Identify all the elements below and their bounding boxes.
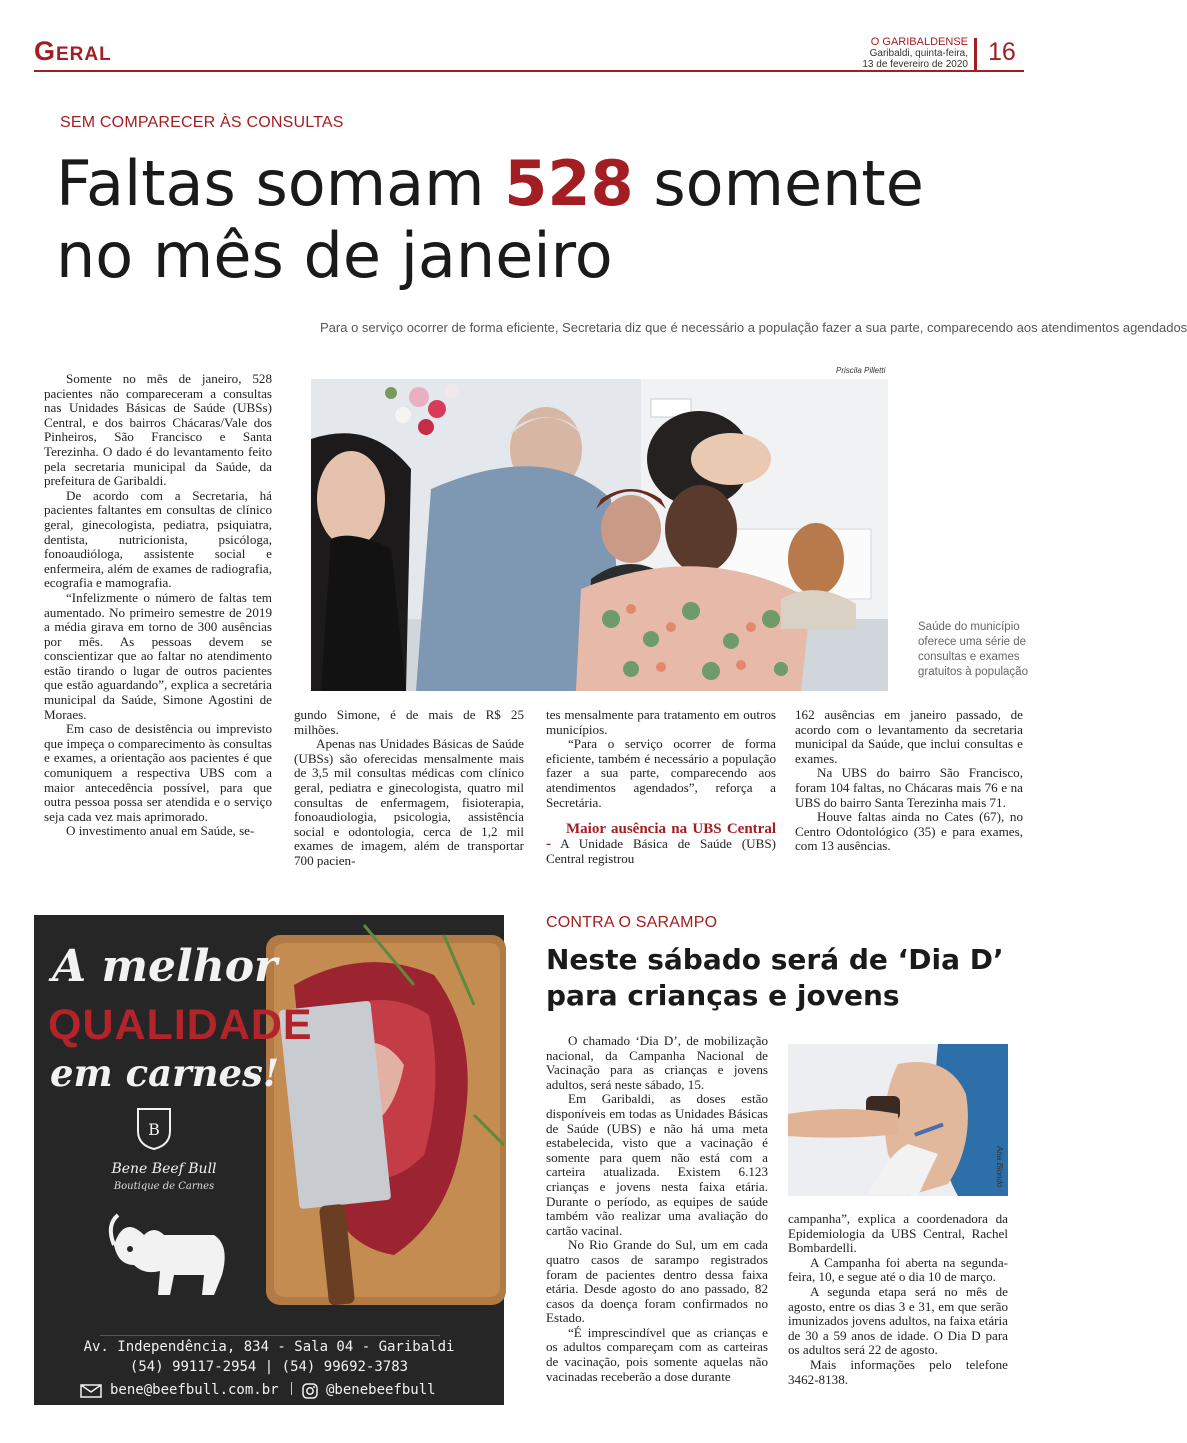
headline-part1: Faltas somam	[56, 147, 505, 220]
ad-email: bene@beefbull.com.br	[110, 1382, 279, 1398]
ad-phones: (54) 99117-2954 | (54) 99692-3783	[129, 1359, 409, 1375]
headline-part2: somente	[633, 147, 924, 220]
photo-credit: Priscila Pilletti	[836, 366, 886, 375]
subhead-paragraph	[546, 822, 776, 867]
bull-logo-icon	[104, 1205, 234, 1305]
article1-column-4	[795, 708, 1023, 854]
ad-brand-sub: Boutique de Carnes	[113, 1181, 215, 1192]
article2-column-2	[788, 1212, 1008, 1387]
instagram-icon	[302, 1383, 318, 1399]
ad-line1: A melhor	[52, 941, 278, 992]
ad-divider	[100, 1335, 440, 1336]
paragraph: gundo Simone, é de mais de R$ 25 milhões.	[294, 707, 524, 737]
subhead: Maior ausência na UBS Central -	[546, 821, 776, 853]
svg-text:B: B	[148, 1120, 160, 1139]
header-rule	[34, 70, 1024, 72]
article1-kicker: SEM COMPARECER ÀS CONSULTAS	[60, 114, 344, 131]
headline-number: 528	[504, 147, 634, 220]
paragraph: O investimento anual em Saúde, se-	[66, 823, 255, 839]
paragraph: 162 ausências em janeiro passado, de acordo com o levantamento da secretaria municipal da Saúde, que inclui consultas e exames.	[795, 707, 1023, 766]
paragraph: Em caso de desistência ou imprevisto que impeça o comparecimento às consultas e exames, a orientação aos pacientes é que comuniquem a respectiva UBS com a maior antecedência possível, para que outra pessoa possa ser atendida e o serviço seja cada vez mais aprimorado.	[44, 721, 272, 824]
paragraph: Somente no mês de janeiro, 528 pacientes não compareceram a consultas nas Unidades Básicas de Saúde (UBSs) Central, e dos bairros Chácaras/Vale dos Pinheiros, São Francisco e Santa Terezinha. O dado é do levantamento feito pela secretaria municipal da Saúde, da prefeitura de Garibaldi.	[44, 371, 272, 489]
section-name: Geral	[34, 36, 112, 66]
paragraph: “Infelizmente o número de faltas tem aumentado. No primeiro semestre de 2019 a média girava em torno de 300 ausências por mês. As pessoas devem se conscientizar que ao faltar no atendimento estão tirando o lugar de outros pacientes que estão aguardando”, explica a secretária municipal da Saúde, Simone Agostini de Moraes.	[44, 589, 272, 722]
paragraph: “É imprescindível que as crianças e os adultos compareçam com as carteiras de vacinação, pois somente aquelas não vacinadas receberão a dose durante	[546, 1324, 768, 1384]
ad-footer	[34, 1377, 504, 1405]
subhead-text: A Unidade Básica de Saúde (UBS) Central registrou	[546, 836, 776, 867]
ad-line2: QUALIDADE	[48, 1001, 313, 1049]
ad-address: Av. Independência, 834 - Sala 04 - Garibaldi	[83, 1339, 455, 1355]
butcher-advertisement	[34, 915, 504, 1377]
paragraph: Na UBS do bairro São Francisco, foram 104 faltas, no Chácaras mais 76 e na UBS do bairro Santa Terezinha mais 71.	[795, 765, 1023, 810]
paragraph: No Rio Grande do Sul, um em cada quatro casos de sarampo registrados foram de pacientes dentro dessa faixa etária. Desde agosto do ano passado, 82 casos da doença foram confirmados no Estado.	[546, 1237, 768, 1326]
paragraph: O chamado ‘Dia D’, de mobilização nacional, da Campanha Nacional de Vacinação para as crianças e jovens adultos, será neste sábado, 15.	[546, 1033, 768, 1092]
paragraph: “Para o serviço ocorrer de forma eficiente, também é necessário a população fazer a sua parte, comparecendo aos atendimentos agendados”, reforça a Secretária.	[546, 736, 776, 810]
clinic-photo	[311, 379, 888, 691]
paragraph: tes mensalmente para tratamento em outros municípios.	[546, 707, 776, 737]
newspaper-name: O GARIBALDENSE	[870, 36, 968, 48]
vaccination-photo-illustration	[788, 1044, 1008, 1196]
headline-line2: no mês de janeiro	[56, 219, 613, 292]
paragraph: Mais informações pelo telefone 3462-8138.	[788, 1356, 1008, 1387]
ad-brand: Bene Beef Bull	[111, 1161, 217, 1177]
paragraph: A Campanha foi aberta na segunda-feira, 10, e segue até o dia 10 de março.	[788, 1254, 1008, 1285]
paragraph: Apenas nas Unidades Básicas de Saúde (UBSs) são oferecidas mensalmente mais de 3,5 mil consultas médicas com clínico geral, pediatra e ginecologista, quatro mil consultas de enfermagem, fisioterapia, fonoaudiologia, psicologia, assistência social e odontologia, cerca de 1,2 mil exames de imagem, além de transportar 700 pacien-	[294, 736, 524, 868]
header-date: 13 de fevereiro de 2020	[862, 59, 968, 70]
ad-footer-separator: |	[290, 1380, 294, 1396]
paragraph: Em Garibaldi, as doses estão disponíveis em todas as Unidades Básicas de Saúde (UBS) e não há uma meta estabelecida, visto que a vacinação é somente para quem não está com a carteira atualizada. Existem 6.123 crianças e jovens nesta faixa etária. Durante o período, as equipes de saúde também vão realizar uma avaliação do cartão vacinal.	[546, 1091, 768, 1238]
article1-headline	[56, 148, 924, 292]
article1-column-1	[44, 372, 272, 839]
article1-column-2	[294, 708, 524, 869]
ad-line3: em carnes!	[50, 1051, 280, 1095]
article2-kicker: CONTRA O SARAMPO	[546, 914, 718, 931]
envelope-icon	[80, 1384, 102, 1398]
paragraph: A segunda etapa será no mês de agosto, entre os dias 3 e 31, em que serão imunizados jovens adultos, na faixa etária de 30 a 59 anos de idade. O Dia D para os adultos será 22 de agosto.	[788, 1283, 1008, 1358]
paragraph: Houve faltas ainda no Cates (67), no Centro Odontológico (35) e para exames, com 13 ausências.	[795, 809, 1023, 854]
article2-headline: Neste sábado será de ‘Dia D’ para crianças e jovens	[546, 943, 1004, 1012]
vaccination-photo	[788, 1044, 1008, 1196]
paragraph: De acordo com a Secretaria, há pacientes faltantes em consultas de clínico geral, ginecologista, pediatra, psiquiatra, dentista, nutricionista, psicóloga, fonoaudióloga, assistente social e enfermeira, além de exames de radiografia, ecografia e mamografia.	[44, 487, 272, 591]
article2-column-1	[546, 1034, 768, 1384]
header-location: Garibaldi, quinta-feira,	[869, 48, 968, 59]
paragraph: campanha”, explica a coordenadora da Epidemiologia da UBS Central, Rachel Bombardelli.	[788, 1211, 1008, 1256]
page-number: 16	[988, 38, 1016, 66]
crest-logo-icon	[134, 1105, 174, 1151]
clinic-photo-illustration	[311, 379, 888, 691]
photo-credit-2: Ana Biondo	[995, 1146, 1004, 1188]
header-meta	[862, 37, 968, 70]
article1-deck: Para o serviço ocorrer de forma eficiente, Secretaria diz que é necessário a população fazer a sua parte, comparecendo aos atendimentos agendados	[320, 320, 1187, 335]
ad-instagram: @benebeefbull	[326, 1382, 436, 1398]
header-separator	[974, 38, 977, 70]
article1-column-3	[546, 708, 776, 867]
photo-caption: Saúde do município oferece uma série de consultas e exames gratuitos à população	[918, 621, 1028, 678]
